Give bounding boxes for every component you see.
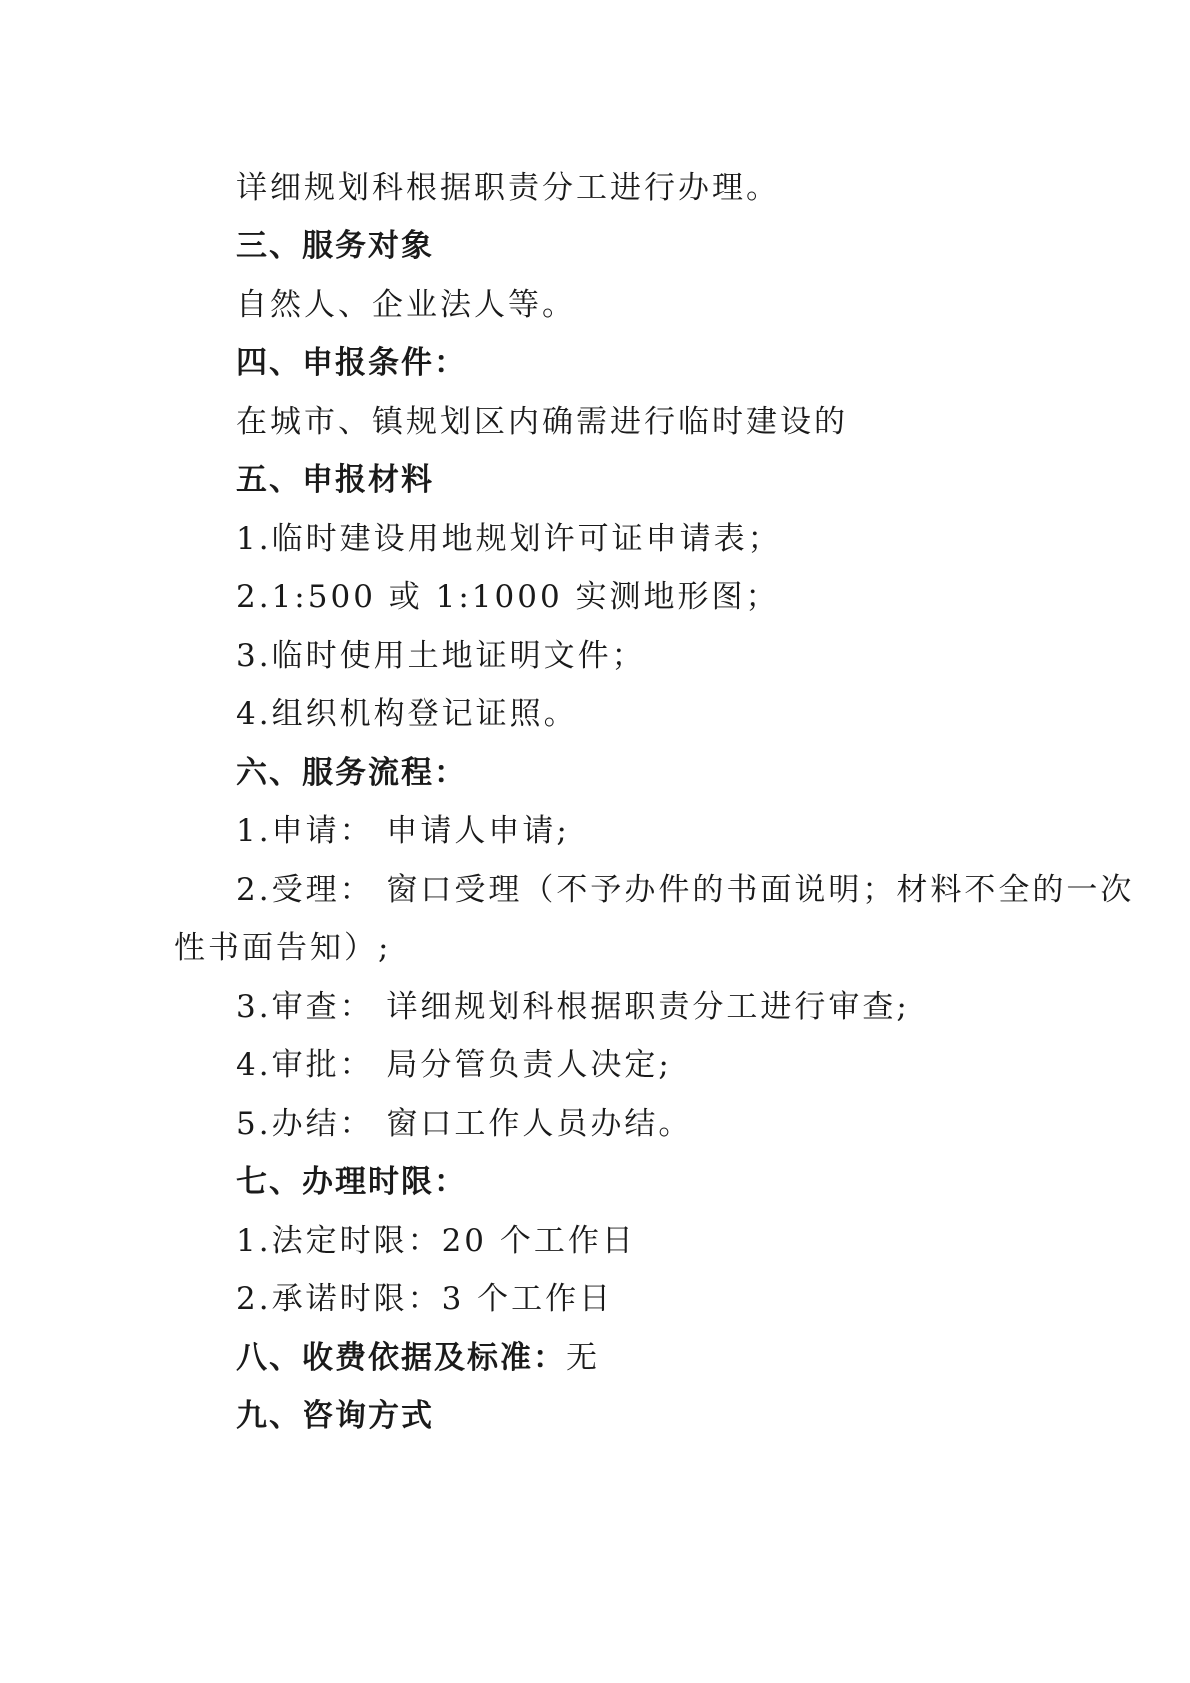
section-heading-service-target: 三、服务对象 xyxy=(236,228,434,264)
section-heading-process: 六、服务流程： xyxy=(236,755,467,791)
list-item: 3.临时使用土地证明文件； xyxy=(236,638,646,674)
list-item: 1.申请： 申请人申请; xyxy=(236,813,570,849)
list-item: 3.审查： 详细规划科根据职责分工进行审查; xyxy=(236,989,910,1025)
body-text: 自然人、企业法人等。 xyxy=(236,287,576,323)
list-item: 4.组织机构登记证照。 xyxy=(236,696,578,732)
fees-heading-label: 八、收费依据及标准： xyxy=(236,1340,566,1376)
body-text: 详细规划科根据职责分工进行办理。 xyxy=(236,170,780,206)
list-item: 1.法定时限：20 个工作日 xyxy=(236,1223,636,1259)
fees-value: 无 xyxy=(566,1340,599,1376)
list-item: 2.受理： 窗口受理（不予办件的书面说明；材料不全的一次 xyxy=(236,872,1135,908)
section-heading-fees xyxy=(236,1338,599,1378)
section-heading-consultation: 九、咨询方式 xyxy=(236,1398,434,1434)
section-heading-materials: 五、申报材料 xyxy=(236,462,434,498)
section-heading-time-limit: 七、办理时限： xyxy=(236,1164,467,1200)
list-item: 5.办结： 窗口工作人员办结。 xyxy=(236,1106,693,1142)
body-text: 在城市、镇规划区内确需进行临时建设的 xyxy=(236,404,848,440)
list-item: 4.审批： 局分管负责人决定; xyxy=(236,1047,672,1083)
list-item-continuation: 性书面告知）; xyxy=(174,930,392,966)
list-item: 2.承诺时限：3 个工作日 xyxy=(236,1281,614,1317)
list-item: 2.1:500 或 1:1000 实测地形图； xyxy=(236,579,780,615)
list-item: 1.临时建设用地规划许可证申请表； xyxy=(236,521,782,557)
section-heading-conditions: 四、申报条件： xyxy=(236,345,467,381)
